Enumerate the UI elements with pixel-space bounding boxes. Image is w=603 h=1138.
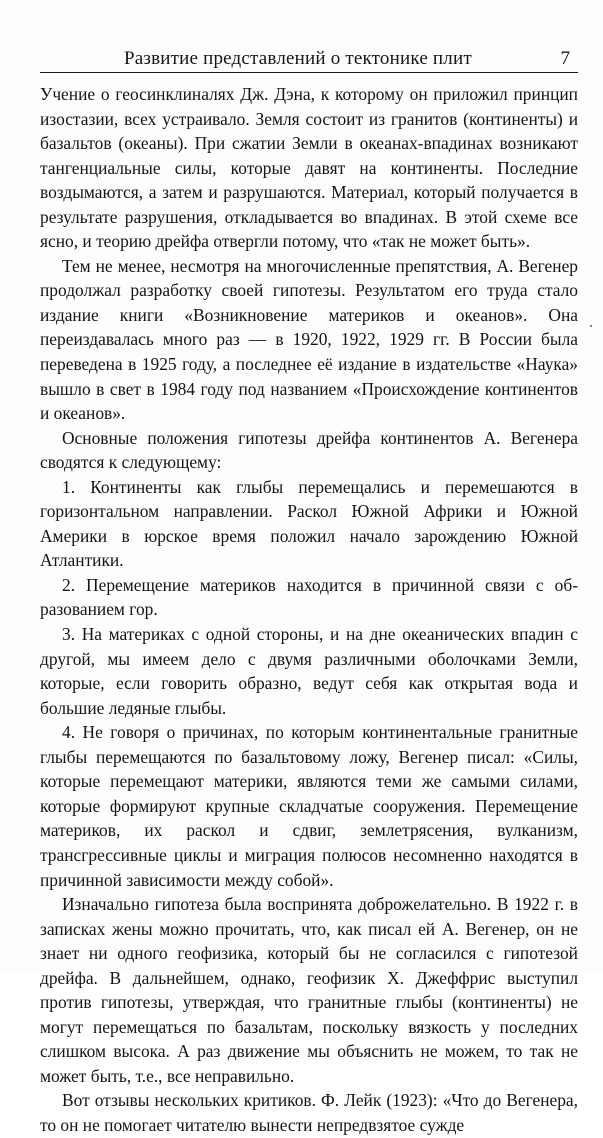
list-item-3: 3. На материках с одной стороны, и на дне океанических впадин с другой, мы имеем дело с двумя различными оболочками Земли, которые, если говорить образно, ведут себя как открытая вода и большие ледяные глыбы.	[40, 624, 578, 718]
running-header	[40, 46, 578, 73]
list-item-1: 1. Континенты как глыбы перемещались и перемешаются в горизонтальном направлении. Раскол Южной Африки и Южной Америки в юрское время положил начало зарождению Южной Атлантики.	[40, 476, 578, 571]
paragraph-geosynclines: Учение о геосинклиналях Дж. Дэна, к которому он приложил принцип изостазии, всех устраивало. Земля состоит из гранитов (континенты) и базальтов (океаны). При сжатии Земли в океанах-впадинах возникают тангенциальные силы, которые давят на континенты. Последние воздымаются, а затем и разрушаются. Материал, который получается в результате разрушения, откладывается во впадинах. В этой схеме все ясно, и теорию дрейфа отвергли потому, что «так не может быть».	[40, 84, 578, 252]
body-text	[40, 82, 578, 1138]
page-number: 7	[560, 48, 570, 69]
paragraph-reception: Изначально гипотеза была воспринята доброжелательно. В 1922 г. в записках жены можно прочитать, что, как писал ей А. Вегенер, он не знает ни одного геофизика, который бы не согласился с гипотезой дрейфа. В дальнейшем, однако, геофизик Х. Джеффрис выступил против гипотезы, утверждая, что гранитные глыбы (континенты) не могут перемещаться по базальтам, поскольку вязкость у последних слишком высока. А раз движение мы объяснить не можем, то так не может быть, т.е., все неправильно.	[40, 894, 578, 1086]
list-item-2: 2. Перемещение материков находится в причинной связи с образованием гор.	[40, 574, 578, 620]
paragraph-critics: Вот отзывы нескольких критиков. Ф. Лейк (1923): «Что до Вегенера, то он не помогает читателю вынести непредвзятое сужде	[40, 1090, 578, 1135]
scan-speck	[590, 325, 592, 327]
paragraph-wegener-book: Тем не менее, несмотря на многочисленные препятствия, А. Вегенер продолжал разработку своей гипотезы. Результатом его труда стало издание книги «Возникновение материков и океанов». Она переиздавалась много раз — в 1920, 1922, 1929 гг. В России была переведена в 1925 году, а последнее её издание в издательстве «Наука» вышло в свет в 1984 году под названием «Происхождение континентов и океанов».	[40, 255, 578, 424]
paragraph-hypothesis-intro: Основные положения гипотезы дрейфа континентов А. Вегенера сводятся к следующему:	[40, 427, 578, 473]
running-title: Развитие представлений о тектонике плит	[124, 48, 472, 69]
list-item-4: 4. Не говоря о причинах, по которым континентальные гранитные глыбы перемещаются по базальтовому ложу, Вегенер писал: «Силы, которые перемещают материки, являются теми же самыми силами, которые формируют крупные складчатые сооружения. Перемещение материков, их раскол и сдвиг, землетрясения, вулканизм, трансгрессивные циклы и миграция полюсов несомненно находятся в причинной зависимости между собой».	[40, 722, 578, 890]
